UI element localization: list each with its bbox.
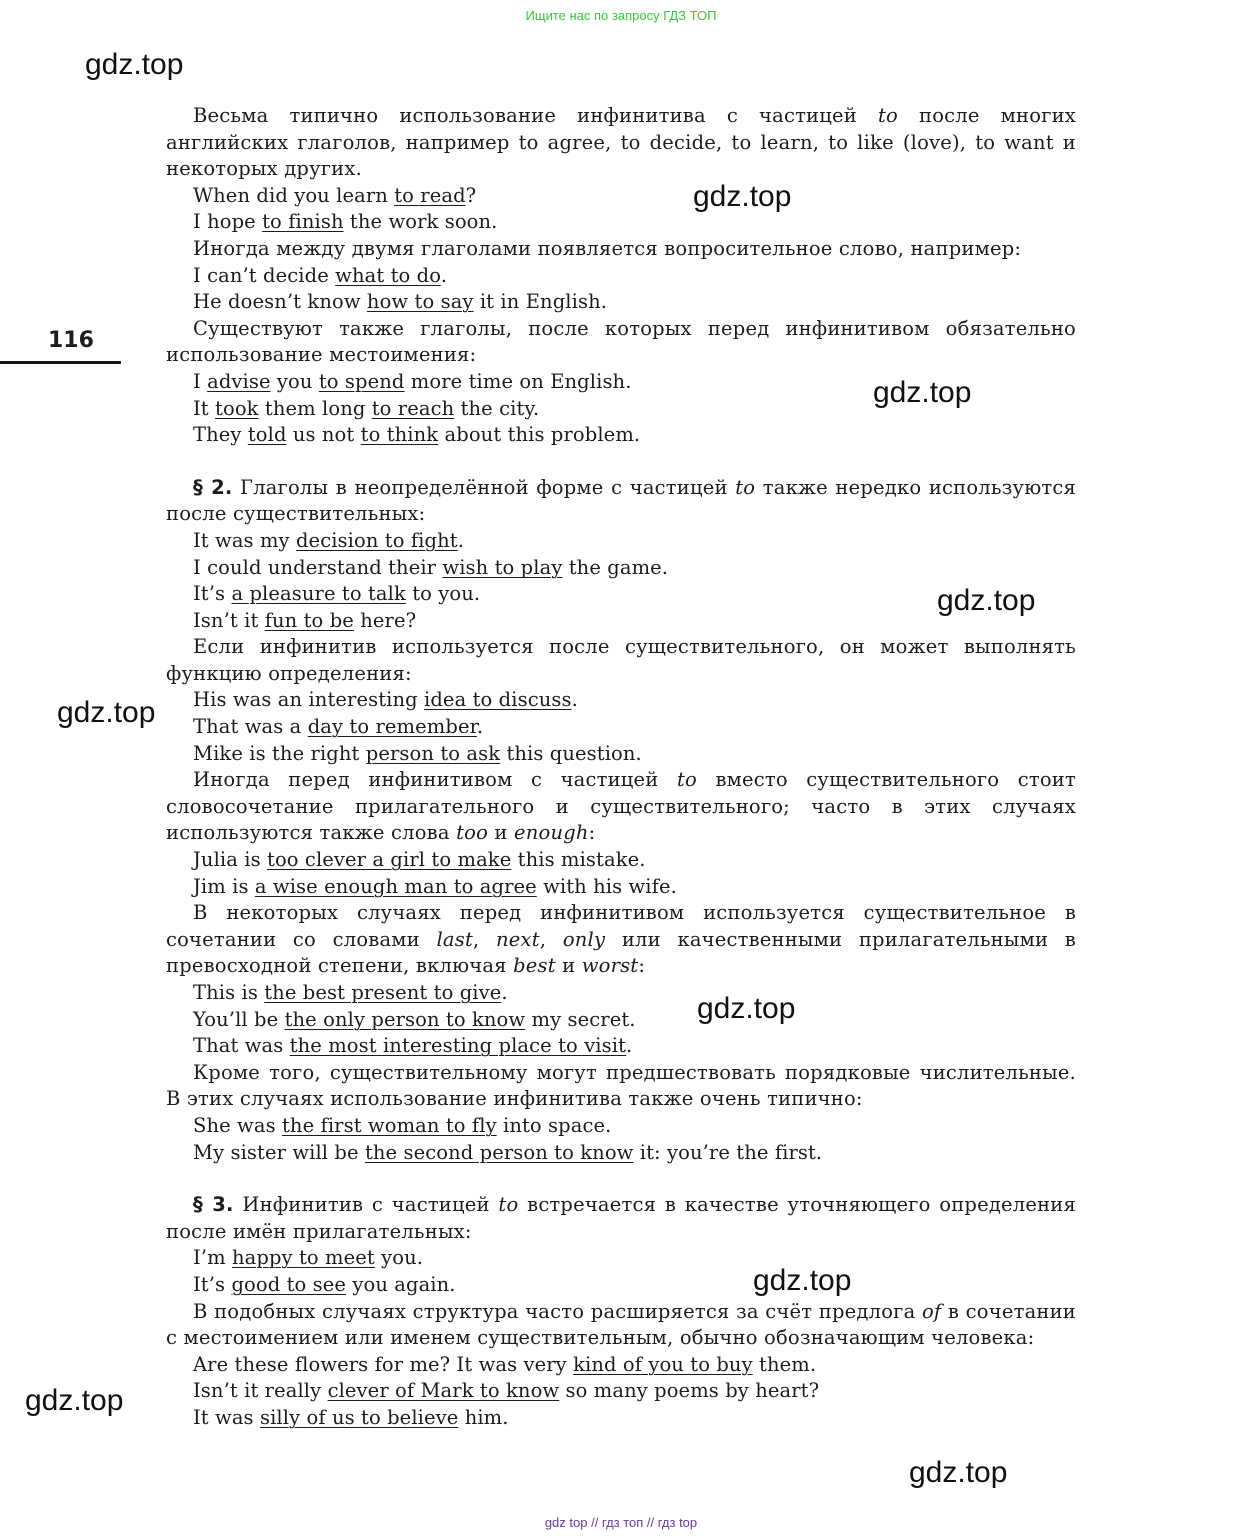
text-run: или качественными прилагательными в превосходной степени, включая <box>166 927 1076 978</box>
paragraph <box>166 767 1076 847</box>
text-run: this question. <box>500 741 642 765</box>
page-number: 116 <box>48 328 94 353</box>
underlined-phrase: to spend <box>318 369 405 393</box>
text-run: It <box>193 396 216 420</box>
page-content <box>166 103 1076 1432</box>
example-group <box>166 263 1076 316</box>
italic-word: to <box>498 1193 519 1217</box>
italic-word: last <box>436 927 473 951</box>
example-sentence <box>166 1405 1076 1432</box>
example-sentence <box>166 741 1076 768</box>
text-run: . <box>457 528 465 552</box>
example-sentence <box>166 581 1076 608</box>
text-run: them. <box>752 1352 817 1376</box>
text-run: Isn’t it really <box>193 1379 328 1403</box>
bottom-banner: gdz top // гдз топ // гдз top <box>544 1515 698 1530</box>
italic-word: worst <box>581 954 639 978</box>
text-run: this mistake. <box>511 848 646 872</box>
watermark: gdz.top <box>909 1456 1008 1489</box>
underlined-phrase: how to say <box>366 290 474 314</box>
example-sentence <box>166 980 1076 1007</box>
text-run: His was an interesting <box>193 688 425 712</box>
underlined-phrase: a pleasure to talk <box>231 582 406 606</box>
example-sentence <box>166 687 1076 714</box>
underlined-phrase: clever of Mark to know <box>327 1379 560 1403</box>
text-run: more time on English. <box>404 369 632 393</box>
underlined-phrase: a wise enough man to agree <box>254 874 537 898</box>
text-run: : <box>588 821 596 845</box>
italic-word: to <box>735 475 756 499</box>
section-number: § 3. <box>193 1193 234 1217</box>
paragraph <box>166 1299 1076 1352</box>
paragraph <box>166 316 1076 369</box>
text-run: It was my <box>193 528 296 552</box>
text-run: you. <box>374 1246 424 1270</box>
text-run: It was <box>193 1405 260 1429</box>
watermark: gdz.top <box>85 48 184 81</box>
underlined-phrase: fun to be <box>264 608 354 632</box>
text-run: Инфинитив с частицей <box>233 1193 499 1217</box>
text-run: I’m <box>193 1246 232 1270</box>
underlined-phrase: good to see <box>231 1272 347 1296</box>
text-run: . <box>476 715 484 739</box>
underlined-phrase: decision to fight <box>295 528 458 552</box>
text-run: it in English. <box>473 290 608 314</box>
italic-word: only <box>562 927 606 951</box>
text-run: so many poems by heart? <box>559 1379 820 1403</box>
text-run: Isn’t it <box>193 608 265 632</box>
underlined-phrase: told <box>247 423 287 447</box>
text-run: Кроме того, существительному могут предшествовать порядковые числительные. В этих случаях использование инфинитива также очень типично: <box>166 1060 1076 1111</box>
text-run: в сочетании с местоимением или именем существительным, обычно обозначающим человека: <box>166 1299 1076 1350</box>
text-run: . <box>501 981 508 1004</box>
text-run: It’s <box>193 1272 232 1296</box>
watermark: gdz.top <box>693 180 792 213</box>
underlined-phrase: day to remember <box>307 715 477 739</box>
underlined-phrase: to reach <box>371 396 455 420</box>
text-run: to you. <box>405 582 481 606</box>
example-sentence <box>166 1352 1076 1379</box>
example-group <box>166 528 1076 634</box>
text-run: , <box>473 927 497 951</box>
watermark: gdz.top <box>697 992 796 1025</box>
italic-word: best <box>513 954 556 978</box>
text-run: I could understand their <box>193 555 443 579</box>
text-run: you again. <box>346 1272 456 1296</box>
section-3-intro <box>166 1192 1076 1245</box>
text-run: She was <box>193 1113 282 1137</box>
text-run: и <box>555 954 582 978</box>
underlined-phrase: silly of us to believe <box>259 1405 459 1429</box>
text-run: Глаголы в неопределённой форме с частицей <box>232 475 736 499</box>
text-run: Are these flowers for me? It was very <box>193 1352 574 1376</box>
example-sentence <box>166 1033 1076 1060</box>
italic-word: enough <box>514 821 589 845</box>
example-group <box>166 1245 1076 1298</box>
watermark: gdz.top <box>25 1384 124 1417</box>
example-sentence <box>166 608 1076 635</box>
example-sentence <box>166 1378 1076 1405</box>
example-sentence <box>166 1272 1076 1299</box>
underlined-phrase: took <box>215 396 259 420</box>
text-run: here? <box>353 608 417 632</box>
text-run: Jim is <box>193 874 255 898</box>
section-2-intro <box>166 475 1076 528</box>
italic-word: too <box>456 821 489 845</box>
text-run: My sister will be <box>193 1140 365 1164</box>
text-run: встречается в качестве уточняющего определения после имён прилагательных: <box>166 1193 1076 1243</box>
underlined-phrase: too clever a girl to make <box>267 848 512 872</box>
example-sentence <box>166 528 1076 555</box>
text-run: I hope <box>193 210 263 234</box>
text-run: I can’t decide <box>193 263 336 287</box>
text-run: That was a <box>193 715 308 739</box>
text-run: it: you’re the first. <box>633 1140 823 1164</box>
italic-word: next <box>496 927 540 951</box>
text-run: : <box>638 954 646 978</box>
underlined-phrase: what to do <box>335 263 441 287</box>
text-run: you <box>270 369 319 393</box>
text-run: with his wife. <box>536 874 677 898</box>
text-run: В подобных случаях структура часто расширяется за счёт предлога <box>193 1299 922 1323</box>
example-sentence <box>166 847 1076 874</box>
example-sentence <box>166 1140 1076 1167</box>
underlined-phrase: happy to meet <box>232 1246 375 1270</box>
italic-word: of <box>921 1299 942 1323</box>
example-sentence <box>166 369 1076 396</box>
text-run: Если инфинитив используется после существительного, он может выполнять функцию определения: <box>166 635 1076 685</box>
text-run: my secret. <box>525 1007 636 1031</box>
paragraph <box>166 634 1076 687</box>
paragraph <box>166 1060 1076 1113</box>
example-sentence <box>166 289 1076 316</box>
italic-word: to <box>676 768 697 792</box>
text-run: вместо существительного стоит словосочетание прилагательного и существительного; часто в этих случаях используются также слова <box>166 768 1076 845</box>
example-sentence <box>166 209 1076 236</box>
paragraph <box>166 103 1076 183</box>
example-group <box>166 369 1076 449</box>
text-run: When did you learn <box>193 183 395 207</box>
underlined-phrase: the second person to know <box>364 1140 634 1164</box>
example-sentence <box>166 422 1076 449</box>
text-run: Иногда между двумя глаголами появляется вопросительное слово, например: <box>193 236 1022 260</box>
example-group <box>166 980 1076 1060</box>
text-run: Весьма типично использование инфинитива с частицей <box>193 104 878 127</box>
italic-word: to <box>878 104 898 127</box>
paragraph <box>166 236 1076 263</box>
example-sentence <box>166 874 1076 901</box>
text-run: the work soon. <box>343 210 498 234</box>
example-sentence <box>166 183 1076 210</box>
example-sentence <box>166 555 1076 582</box>
text-run: Иногда перед инфинитивом с частицей <box>193 768 677 792</box>
text-run: I <box>193 369 208 393</box>
text-run: into space. <box>496 1113 612 1137</box>
text-run: В некоторых случаях перед инфинитивом используется существительное в сочетании со словами <box>166 901 1076 951</box>
underlined-phrase: person to ask <box>365 741 501 765</box>
text-run: You’ll be <box>193 1007 285 1031</box>
text-run: the city. <box>454 396 540 420</box>
watermark: gdz.top <box>57 696 156 729</box>
text-run: them long <box>258 396 372 420</box>
example-sentence <box>166 1007 1076 1034</box>
text-run: , <box>539 927 563 951</box>
text-run: us not <box>286 423 361 447</box>
text-run: . <box>440 263 448 287</box>
underlined-phrase: wish to play <box>442 555 563 579</box>
text-run: the game. <box>562 555 669 579</box>
example-group <box>166 1352 1076 1432</box>
example-sentence <box>166 396 1076 423</box>
example-sentence <box>166 1245 1076 1272</box>
underlined-phrase: to think <box>360 423 439 447</box>
text-run: Существуют также глаголы, после которых перед инфинитивом обязательно использование местоимения: <box>166 316 1076 367</box>
text-run: . <box>571 688 578 712</box>
example-group <box>166 847 1076 900</box>
text-run: и <box>488 821 515 845</box>
text-run: They <box>193 423 248 447</box>
underlined-phrase: the most interesting place to visit <box>289 1034 627 1058</box>
text-run: That was <box>193 1034 290 1058</box>
underlined-phrase: the best present to give <box>264 981 502 1004</box>
watermark: gdz.top <box>873 376 972 409</box>
text-run: ? <box>465 183 477 207</box>
top-banner: Ищите нас по запросу ГДЗ ТОП <box>525 8 717 23</box>
example-sentence <box>166 1113 1076 1140</box>
example-group <box>166 1113 1076 1166</box>
underlined-phrase: to finish <box>262 210 344 234</box>
underlined-phrase: the only person to know <box>284 1007 526 1031</box>
text-run: It’s <box>193 582 232 606</box>
example-sentence <box>166 263 1076 290</box>
underlined-phrase: kind of you to buy <box>573 1352 753 1376</box>
underlined-phrase: to read <box>394 183 466 207</box>
underlined-phrase: the first woman to fly <box>281 1113 497 1137</box>
text-run: This is <box>193 981 265 1004</box>
watermark: gdz.top <box>753 1264 852 1297</box>
page-number-rule <box>0 361 121 364</box>
paragraph <box>166 900 1076 980</box>
watermark: gdz.top <box>937 584 1036 617</box>
text-run: Mike is the right <box>193 741 366 765</box>
text-run: about this problem. <box>438 423 641 447</box>
underlined-phrase: advise <box>207 369 271 393</box>
text-run: также нередко используются после существительных: <box>166 475 1076 526</box>
example-group <box>166 183 1076 236</box>
example-group <box>166 687 1076 767</box>
section-number: § 2. <box>193 475 233 499</box>
example-sentence <box>166 714 1076 741</box>
text-run: Julia is <box>193 848 268 872</box>
text-run: him. <box>458 1405 509 1429</box>
underlined-phrase: idea to discuss <box>424 688 572 712</box>
text-run: He doesn’t know <box>193 290 367 314</box>
text-run: после многих английских глаголов, например to agree, to decide, to learn, to like (love), to want и некоторых других. <box>166 104 1077 181</box>
text-run: . <box>626 1034 633 1058</box>
